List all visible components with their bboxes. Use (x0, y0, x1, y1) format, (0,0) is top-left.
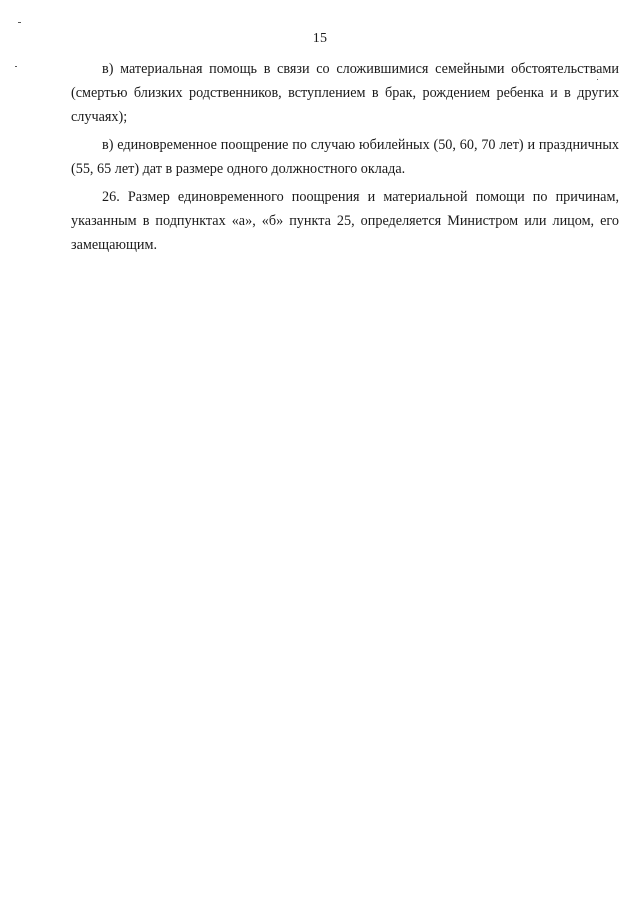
scan-speck (18, 22, 21, 23)
paragraph-subitem-v-jubilee-bonus: в) единовременное поощрение по случаю юбилейных (50, 60, 70 лет) и праздничных (55, 65 лет) дат в размере одного должностного оклада. (71, 137, 619, 177)
paragraph-subitem-v-financial-aid: в) материальная помощь в связи со сложившимися семейными обстоятельствами (смертью близких родственников, вступлением в брак, рождением ребенка и в других случаях); (71, 61, 619, 125)
document-body (71, 57, 619, 257)
scan-speck (15, 66, 17, 67)
page-number: 15 (312, 31, 328, 46)
paragraph-item-26: 26. Размер единовременного поощрения и материальной помощи по причинам, указанным в подпунктах «а», «б» пункта 25, определяется Министром или лицом, его замещающим. (71, 189, 619, 253)
